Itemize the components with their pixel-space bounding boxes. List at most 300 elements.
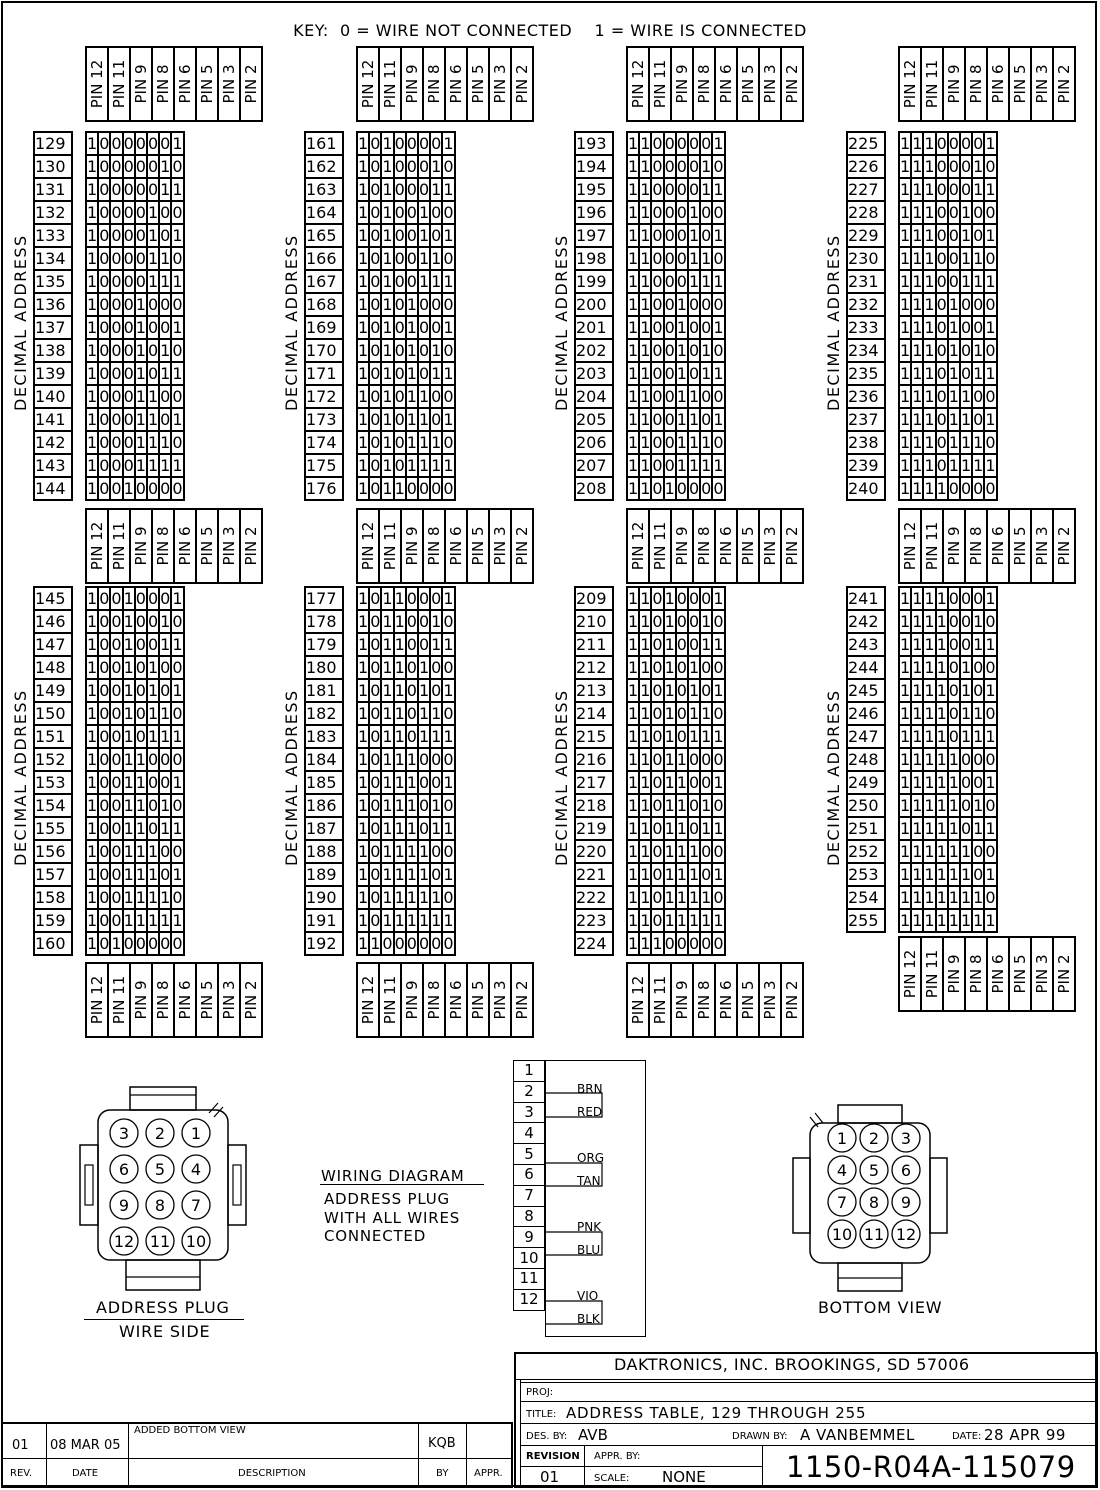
decimal-address: 143 xyxy=(34,454,72,477)
bit-cell: 0 xyxy=(948,704,959,723)
bit-cell: 0 xyxy=(172,704,183,723)
bit-cell: 0 xyxy=(135,272,146,291)
bit-cell: 0 xyxy=(936,203,947,222)
bit-cell: 0 xyxy=(123,203,134,222)
bit-cell: 1 xyxy=(172,180,183,199)
bit-cell: 0 xyxy=(160,773,171,792)
bit-cell: 0 xyxy=(123,272,134,291)
bit-cell: 0 xyxy=(406,658,417,677)
bit-cell: 0 xyxy=(936,410,947,429)
bit-cell: 0 xyxy=(99,456,110,475)
bit-cell: 1 xyxy=(358,134,369,153)
bit-cell: 0 xyxy=(370,456,381,475)
pin-header-3 xyxy=(898,46,1076,122)
bit-cell: 1 xyxy=(87,249,98,268)
pin-label: PIN 5 xyxy=(739,980,757,1020)
bit-cell: 1 xyxy=(924,796,935,815)
pin-label: PIN 6 xyxy=(447,526,465,566)
bit-cell: 1 xyxy=(912,773,923,792)
bit-cell: 1 xyxy=(406,819,417,838)
bit-cell: 0 xyxy=(418,479,430,498)
bit-cell: 0 xyxy=(431,750,442,769)
bit-cell: 1 xyxy=(628,589,639,608)
bit-cell: 1 xyxy=(172,410,183,429)
bit-cell: 1 xyxy=(160,364,171,383)
bit-cell: 0 xyxy=(147,341,159,360)
bit-cell: 0 xyxy=(135,681,146,700)
bit-cell: 0 xyxy=(394,249,405,268)
bit-cell: 1 xyxy=(443,681,454,700)
bit-cell: 0 xyxy=(172,750,183,769)
bit-cell: 0 xyxy=(676,157,687,176)
table-row xyxy=(86,431,184,454)
bit-cell: 0 xyxy=(985,387,996,406)
bit-cell: 1 xyxy=(123,658,134,677)
decimal-address: 217 xyxy=(575,771,613,794)
bit-cell: 0 xyxy=(676,249,687,268)
bit-cell: 1 xyxy=(443,773,454,792)
address-plug-title: ADDRESS PLUG xyxy=(96,1298,230,1317)
decimal-address: 211 xyxy=(575,633,613,656)
bit-cell: 0 xyxy=(676,226,687,245)
bit-cell: 0 xyxy=(652,272,663,291)
pin-label: PIN 6 xyxy=(717,526,735,566)
pin-label: PIN 6 xyxy=(176,64,194,104)
bit-cell: 0 xyxy=(147,364,159,383)
decimal-address: 194 xyxy=(575,155,613,178)
table-row xyxy=(627,886,725,909)
table-row xyxy=(627,725,725,748)
table-row xyxy=(627,431,725,454)
pin-label: PIN 9 xyxy=(673,64,691,104)
bit-cell: 1 xyxy=(123,773,134,792)
bit-cell: 0 xyxy=(123,157,134,176)
bit-cell: 0 xyxy=(936,433,947,452)
bit-cell: 0 xyxy=(172,387,183,406)
bit-cell: 0 xyxy=(123,934,134,953)
bit-cell: 1 xyxy=(912,410,923,429)
bit-cell: 1 xyxy=(701,272,712,291)
bit-cell: 0 xyxy=(676,612,687,631)
bit-cell: 0 xyxy=(713,341,724,360)
bit-cell: 1 xyxy=(701,796,712,815)
bit-cell: 0 xyxy=(111,180,122,199)
bit-cell: 1 xyxy=(87,410,98,429)
table-row xyxy=(86,270,184,293)
bit-cell: 1 xyxy=(960,387,972,406)
bit-cell: 1 xyxy=(912,364,923,383)
bit-cell: 1 xyxy=(394,750,405,769)
decimal-column xyxy=(304,586,344,956)
table-row xyxy=(357,932,455,955)
bit-cell: 1 xyxy=(382,888,393,907)
decimal-address: 205 xyxy=(575,408,613,431)
decimal-address: 234 xyxy=(847,339,885,362)
pin-label: PIN 9 xyxy=(403,980,421,1020)
table-row xyxy=(86,477,184,500)
bit-cell: 0 xyxy=(985,341,996,360)
bit-cell: 1 xyxy=(664,612,675,631)
bit-cell: 0 xyxy=(985,612,996,631)
plug-pin-number: 12 xyxy=(113,1232,135,1251)
bit-cell: 0 xyxy=(443,612,454,631)
table-row xyxy=(627,702,725,725)
bit-cell: 1 xyxy=(418,203,430,222)
bit-cell: 0 xyxy=(713,433,724,452)
bit-cell: 0 xyxy=(123,387,134,406)
bit-cell: 1 xyxy=(123,750,134,769)
bit-cell: 1 xyxy=(628,134,639,153)
bit-cell: 1 xyxy=(147,433,159,452)
bit-cell: 1 xyxy=(900,456,911,475)
pin-label: PIN 3 xyxy=(1033,64,1051,104)
bit-cell: 1 xyxy=(172,134,183,153)
bit-cell: 0 xyxy=(135,612,146,631)
bit-cell: 0 xyxy=(123,318,134,337)
bit-cell: 1 xyxy=(406,341,417,360)
bit-cell: 1 xyxy=(382,796,393,815)
bit-cell: 0 xyxy=(688,134,700,153)
bit-cell: 0 xyxy=(688,612,700,631)
pin-label: PIN 12 xyxy=(901,59,919,109)
bit-cell: 1 xyxy=(431,635,442,654)
bit-cell: 1 xyxy=(948,842,959,861)
decimal-address: 253 xyxy=(847,863,885,886)
bit-cell: 1 xyxy=(431,433,442,452)
bit-cell: 1 xyxy=(87,134,98,153)
bit-cell: 1 xyxy=(418,911,430,930)
bit-cell: 0 xyxy=(676,589,687,608)
bit-cell: 0 xyxy=(713,796,724,815)
bit-cell: 0 xyxy=(973,203,984,222)
decimal-address: 147 xyxy=(34,633,72,656)
table-row xyxy=(627,477,725,500)
bit-cell: 1 xyxy=(358,681,369,700)
bit-cell: 1 xyxy=(628,773,639,792)
bit-cell: 1 xyxy=(973,272,984,291)
bit-cell: 0 xyxy=(936,272,947,291)
table-row xyxy=(86,863,184,886)
scale-value: NONE xyxy=(662,1468,706,1486)
decimal-address-label: DECIMAL ADDRESS xyxy=(824,689,843,866)
bit-cell: 1 xyxy=(172,681,183,700)
bit-cell: 1 xyxy=(912,433,923,452)
table-row xyxy=(899,339,997,362)
bit-cell: 1 xyxy=(948,796,959,815)
table-row xyxy=(899,840,997,863)
bit-cell: 1 xyxy=(713,180,724,199)
drawing-title: ADDRESS TABLE, 129 THROUGH 255 xyxy=(566,1404,867,1422)
pin-header-4 xyxy=(85,508,263,584)
bit-cell: 0 xyxy=(111,704,122,723)
decimal-address: 146 xyxy=(34,610,72,633)
plug-pin-number: 4 xyxy=(836,1161,848,1180)
decimal-address: 196 xyxy=(575,201,613,224)
table-row xyxy=(86,316,184,339)
bit-cell: 0 xyxy=(960,157,972,176)
pin-label: PIN 5 xyxy=(1011,526,1029,566)
bit-cell: 0 xyxy=(688,635,700,654)
bit-cell: 0 xyxy=(370,272,381,291)
bit-cell: 1 xyxy=(87,911,98,930)
bit-cell: 1 xyxy=(640,865,651,884)
bit-cell: 1 xyxy=(358,842,369,861)
table-row xyxy=(627,132,725,155)
pin-label: PIN 12 xyxy=(629,59,647,109)
wiring-note-line-3: CONNECTED xyxy=(324,1227,427,1245)
bit-cell: 0 xyxy=(160,589,171,608)
bit-cell: 1 xyxy=(664,681,675,700)
bit-cell: 1 xyxy=(382,364,393,383)
decimal-address: 156 xyxy=(34,840,72,863)
bit-cell: 1 xyxy=(912,387,923,406)
pin-label: PIN 5 xyxy=(469,526,487,566)
bit-cell: 0 xyxy=(111,796,122,815)
plug-pin-number: 9 xyxy=(118,1196,130,1215)
bit-cell: 1 xyxy=(406,295,417,314)
wiring-pin-table xyxy=(513,1060,545,1311)
bit-cell: 0 xyxy=(960,479,972,498)
pin-label: PIN 12 xyxy=(901,521,919,571)
bit-cell: 1 xyxy=(431,157,442,176)
wire-color-brn: BRN xyxy=(577,1082,603,1096)
bit-cell: 1 xyxy=(985,865,996,884)
pin-label: PIN 2 xyxy=(783,64,801,104)
bit-cell: 0 xyxy=(99,249,110,268)
table-row xyxy=(899,909,997,932)
table-row xyxy=(86,247,184,270)
bit-cell: 0 xyxy=(147,635,159,654)
bit-cell: 0 xyxy=(111,295,122,314)
bit-cell: 0 xyxy=(948,180,959,199)
bit-cell: 0 xyxy=(406,479,417,498)
bit-cell: 1 xyxy=(147,888,159,907)
bit-cell: 1 xyxy=(640,681,651,700)
bit-cell: 1 xyxy=(688,203,700,222)
bit-cell: 0 xyxy=(172,842,183,861)
bit-cell: 0 xyxy=(936,341,947,360)
bit-cell: 0 xyxy=(135,157,146,176)
bit-cell: 1 xyxy=(87,750,98,769)
bit-cell: 1 xyxy=(135,750,146,769)
table-row xyxy=(627,293,725,316)
decimal-address: 209 xyxy=(575,587,613,610)
bit-cell: 0 xyxy=(111,819,122,838)
bit-cell: 1 xyxy=(443,456,454,475)
bit-cell: 1 xyxy=(912,911,923,930)
bit-cell: 1 xyxy=(87,704,98,723)
bit-cell: 1 xyxy=(664,658,675,677)
pin-label: PIN 2 xyxy=(1055,64,1073,104)
bit-cell: 1 xyxy=(713,318,724,337)
bit-cell: 1 xyxy=(948,865,959,884)
bit-cell: 0 xyxy=(147,295,159,314)
decimal-address: 247 xyxy=(847,725,885,748)
bit-cell: 1 xyxy=(87,364,98,383)
bit-cell: 1 xyxy=(924,479,935,498)
bit-cell: 0 xyxy=(960,318,972,337)
decimal-address: 212 xyxy=(575,656,613,679)
bit-cell: 1 xyxy=(443,865,454,884)
table-row xyxy=(357,132,455,155)
bit-cell: 1 xyxy=(701,249,712,268)
bit-cell: 0 xyxy=(960,750,972,769)
bit-cell: 1 xyxy=(912,612,923,631)
bit-cell: 0 xyxy=(676,704,687,723)
bit-cell: 1 xyxy=(713,364,724,383)
bit-cell: 1 xyxy=(406,750,417,769)
decimal-address: 164 xyxy=(305,201,343,224)
decimal-column xyxy=(33,586,73,956)
table-row xyxy=(899,679,997,702)
table-row xyxy=(899,316,997,339)
bit-cell: 1 xyxy=(924,318,935,337)
bit-cell: 1 xyxy=(924,888,935,907)
bit-cell: 1 xyxy=(985,180,996,199)
bit-cell: 1 xyxy=(382,456,393,475)
bit-cell: 0 xyxy=(418,773,430,792)
table-row xyxy=(86,362,184,385)
bit-cell: 1 xyxy=(900,796,911,815)
table-row xyxy=(357,702,455,725)
bit-cell: 1 xyxy=(912,249,923,268)
plug-pin-number: 9 xyxy=(900,1193,912,1212)
bit-cell: 0 xyxy=(713,658,724,677)
bit-cell: 1 xyxy=(147,203,159,222)
bit-cell: 1 xyxy=(973,456,984,475)
bit-cell: 1 xyxy=(640,911,651,930)
bit-cell: 0 xyxy=(160,842,171,861)
bit-cell: 0 xyxy=(418,819,430,838)
pin-label: PIN 8 xyxy=(695,980,713,1020)
bit-cell: 1 xyxy=(912,704,923,723)
wire-color-vio: VIO xyxy=(577,1289,599,1303)
bit-cell: 0 xyxy=(99,226,110,245)
bit-cell: 1 xyxy=(172,773,183,792)
bit-cell: 0 xyxy=(111,134,122,153)
bit-cell: 1 xyxy=(900,681,911,700)
decimal-column xyxy=(574,586,614,956)
bit-cell: 1 xyxy=(900,589,911,608)
decimal-address: 140 xyxy=(34,385,72,408)
bit-cell: 1 xyxy=(676,410,687,429)
decimal-address: 250 xyxy=(847,794,885,817)
bit-cell: 1 xyxy=(382,433,393,452)
bit-cell: 0 xyxy=(652,612,663,631)
bit-cell: 1 xyxy=(147,658,159,677)
decimal-address: 150 xyxy=(34,702,72,725)
decimal-address: 240 xyxy=(847,477,885,500)
bit-cell: 0 xyxy=(948,658,959,677)
bit-cell: 1 xyxy=(123,865,134,884)
table-row xyxy=(899,886,997,909)
table-row xyxy=(86,408,184,431)
bit-cell: 1 xyxy=(418,410,430,429)
bit-cell: 1 xyxy=(900,433,911,452)
table-row xyxy=(627,656,725,679)
bit-cell: 1 xyxy=(676,341,687,360)
bit-cell: 1 xyxy=(147,456,159,475)
bit-cell: 0 xyxy=(406,589,417,608)
decimal-address: 222 xyxy=(575,886,613,909)
bit-cell: 0 xyxy=(370,180,381,199)
bit-cell: 1 xyxy=(160,727,171,746)
table-row xyxy=(86,794,184,817)
bit-cell: 0 xyxy=(713,387,724,406)
decimal-address: 131 xyxy=(34,178,72,201)
bit-cell: 0 xyxy=(418,157,430,176)
bit-cell: 0 xyxy=(973,226,984,245)
table-row xyxy=(627,339,725,362)
bit-cell: 0 xyxy=(147,479,159,498)
bit-cell: 0 xyxy=(111,479,122,498)
bit-cell: 1 xyxy=(382,773,393,792)
bit-cell: 1 xyxy=(87,865,98,884)
by-header: BY xyxy=(436,1468,449,1479)
bit-cell: 1 xyxy=(973,249,984,268)
bit-cell: 0 xyxy=(936,295,947,314)
bit-cell: 1 xyxy=(973,341,984,360)
bit-cell: 0 xyxy=(652,249,663,268)
bit-cell: 1 xyxy=(135,911,146,930)
bit-cell: 0 xyxy=(394,364,405,383)
bit-cell: 0 xyxy=(443,842,454,861)
bit-cell: 1 xyxy=(394,773,405,792)
pin-footer-6 xyxy=(626,962,804,1038)
table-row xyxy=(899,817,997,840)
bit-cell: 0 xyxy=(111,842,122,861)
table-row xyxy=(899,587,997,610)
bit-cell: 1 xyxy=(382,249,393,268)
bit-cell: 0 xyxy=(370,750,381,769)
bit-cell: 1 xyxy=(382,727,393,746)
bit-cell: 1 xyxy=(924,589,935,608)
table-row xyxy=(357,610,455,633)
bit-cell: 0 xyxy=(418,318,430,337)
bit-cell: 1 xyxy=(960,203,972,222)
bit-cell: 1 xyxy=(382,842,393,861)
bit-cell: 1 xyxy=(900,888,911,907)
bit-cell: 0 xyxy=(172,888,183,907)
bit-cell: 1 xyxy=(640,157,651,176)
pin-label: PIN 9 xyxy=(673,526,691,566)
bit-cell: 1 xyxy=(628,635,639,654)
bit-cell: 0 xyxy=(701,410,712,429)
bit-cell: 1 xyxy=(701,911,712,930)
bit-cell: 1 xyxy=(936,888,947,907)
bit-cell: 0 xyxy=(973,318,984,337)
bit-cell: 1 xyxy=(358,249,369,268)
decimal-address: 210 xyxy=(575,610,613,633)
bit-cell: 0 xyxy=(701,750,712,769)
bit-cell: 1 xyxy=(912,888,923,907)
decimal-address: 136 xyxy=(34,293,72,316)
bit-cell: 0 xyxy=(676,180,687,199)
address-plug-subtitle: WIRE SIDE xyxy=(119,1322,211,1341)
bit-cell: 1 xyxy=(900,612,911,631)
bit-cell: 0 xyxy=(960,341,972,360)
bit-cell: 1 xyxy=(924,773,935,792)
table-row xyxy=(899,178,997,201)
bit-cell: 1 xyxy=(713,410,724,429)
bit-cell: 1 xyxy=(936,750,947,769)
pin-label: PIN 9 xyxy=(945,526,963,566)
bit-cell: 0 xyxy=(688,819,700,838)
bit-cell: 1 xyxy=(628,272,639,291)
decimal-address: 129 xyxy=(34,132,72,155)
bit-cell: 0 xyxy=(160,865,171,884)
pin-label: PIN 3 xyxy=(491,980,509,1020)
